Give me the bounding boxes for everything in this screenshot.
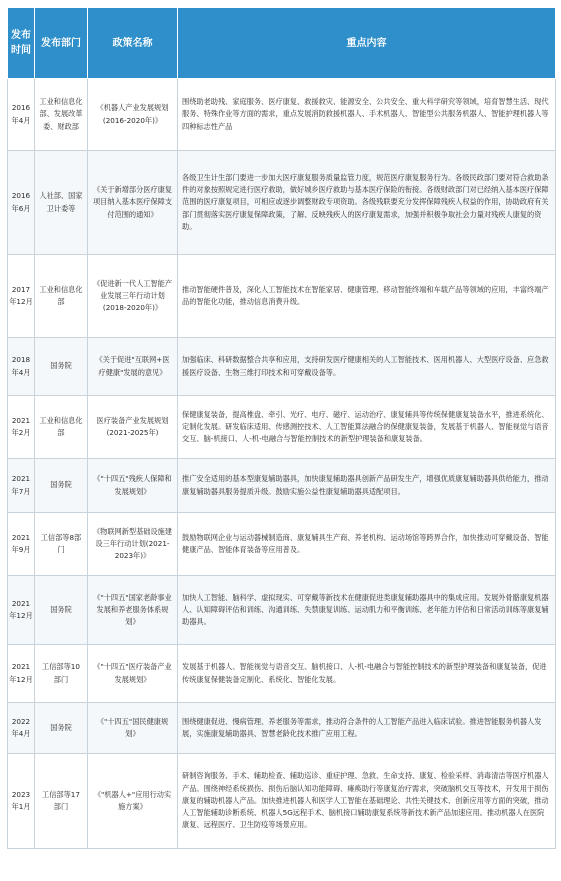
cell-content: 各级卫生计生部门要进一步加大医疗康复服务质量监管力度，规范医疗康复服务行为。各级民政部门要对符合救助条件的对象按照规定进行医疗救助，做好城乡医疗救助与基本医疗保险的衔接。各级财政部门对已经纳入基本医疗保障范围的医疗康复项目，可相应或逐步调整财政专项资助。各级残联要充分发挥保障残疾人权益的作用，协助政府有关部门贯彻落实医疗康复保障政策，了解、反映残疾人的医疗康复需求，加强并积极争取社会力量对残疾人康复的资助。 <box>178 151 556 255</box>
cell-content: 保健康复装备，提高椎盘、牵引、光疗、电疗、磁疗、运动治疗、康复辅具等传统保健康复装备水平，推进系统化、定制化发展。研发临床适用、传感测控技术、人工智能算法融合的保健康复装备，发展基于机器人、智能视觉与语音交互、脑-机接口、人-机-电融合与智能控制技术的新型护理装备和康复装备。 <box>178 396 556 459</box>
table-row <box>8 338 556 396</box>
table-row <box>8 754 556 849</box>
cell-dept: 国务院 <box>35 459 88 513</box>
cell-name: 《物联网新型基础设施建设三年行动计划(2021-2023年)》 <box>88 513 178 576</box>
table-row <box>8 396 556 459</box>
cell-date: 2016年6月 <box>8 151 35 255</box>
cell-content: 围绕健康促进、慢病管理、养老服务等需求，推动符合条件的人工智能产品进入临床试验。推进智能服务机器人发展，实施康复辅助器具、智慧老龄化技术推广应用工程。 <box>178 703 556 754</box>
cell-content: 发展基于机器人、智能视觉与语音交互、脑机接口、人-机-电融合与智能控制技术的新型护理装备和康复装备，促进传统康复保健装备定制化、系统化、智能化发展。 <box>178 645 556 703</box>
cell-date: 2017年12月 <box>8 255 35 338</box>
table-row <box>8 703 556 754</box>
cell-dept: 工业和信息化部 <box>35 255 88 338</box>
cell-name: 《"十四五"残疾人保障和发展规划》 <box>88 459 178 513</box>
cell-name: 《"十四五"医疗装备产业发展规划》 <box>88 645 178 703</box>
header-date <box>8 8 35 79</box>
cell-date: 2021年12月 <box>8 576 35 645</box>
cell-date: 2021年7月 <box>8 459 35 513</box>
cell-dept: 国务院 <box>35 338 88 396</box>
cell-dept: 人社部、国家卫计委等 <box>35 151 88 255</box>
cell-name: 《关于促进"互联网+医疗健康"发展的意见》 <box>88 338 178 396</box>
cell-date: 2021年12月 <box>8 645 35 703</box>
cell-dept: 工信部等17部门 <box>35 754 88 849</box>
cell-date: 2022年4月 <box>8 703 35 754</box>
cell-name: 《关于新增部分医疗康复项目纳入基本医疗保障支付范围的通知》 <box>88 151 178 255</box>
cell-name: 《机器人产业发展规划(2016-2020年)》 <box>88 79 178 151</box>
cell-dept: 工信部等10部门 <box>35 645 88 703</box>
table-row <box>8 79 556 151</box>
cell-dept: 工业和信息化部、发展改革委、财政部 <box>35 79 88 151</box>
cell-content: 推广安全适用的基本型康复辅助器具，加快康复辅助器具创新产品研发生产，增强优质康复辅助器具供给能力，推动康复辅助器具服务提质升级。鼓励实施公益性康复辅助器具适配项目。 <box>178 459 556 513</box>
table-row <box>8 255 556 338</box>
policy-table <box>7 7 556 849</box>
table-header-row <box>8 8 556 79</box>
table-row <box>8 513 556 576</box>
cell-dept: 工业和信息化部 <box>35 396 88 459</box>
cell-content: 加快人工智能、脑科学、虚拟现实、可穿戴等新技术在健康促进类康复辅助器具中的集成应用。发展外骨骼康复机器人、认知障碍评估和训练、沟通训练、失禁康复训练、运动肌力和平衡训练、老年能力评估和日常活动训练等康复辅助器具。 <box>178 576 556 645</box>
cell-content: 加强临床、科研数据整合共享和应用，支持研发医疗健康相关的人工智能技术、医用机器人、大型医疗设备、应急救援医疗设备、生物三维打印技术和可穿戴设备等。 <box>178 338 556 396</box>
cell-name: 《"十四五"国家老龄事业发展和养老服务体系规划》 <box>88 576 178 645</box>
cell-dept: 国务院 <box>35 703 88 754</box>
cell-name: 《"机器人+"应用行动实施方案》 <box>88 754 178 849</box>
table-row <box>8 645 556 703</box>
cell-content: 围绕助老助残、家庭服务、医疗康复、救援救灾、能源安全、公共安全、重大科学研究等领域，培育智慧生活、现代服务、特殊作业等方面的需求，重点发展消防救援机器人、手术机器人、智能型公共服务机器人、智能护理机器人等四种标志性产品 <box>178 79 556 151</box>
cell-content: 鼓励物联网企业与运动器械制造商、康复辅具生产商、养老机构、运动场馆等跨界合作，加快推动可穿戴设备、智能健康产品、智能体育装备等应用普及。 <box>178 513 556 576</box>
header-name: 政策名称 <box>88 8 178 79</box>
cell-dept: 工信部等8部门 <box>35 513 88 576</box>
cell-date: 2021年9月 <box>8 513 35 576</box>
table-row <box>8 576 556 645</box>
table-row <box>8 459 556 513</box>
cell-date: 2023年1月 <box>8 754 35 849</box>
cell-content: 研制咨询服务、手术、辅助检查、辅助巡诊、重症护理、急救、生命支持、康复、检验采样、消毒清洁等医疗机器人产品。围绕神经系统损伤、损伤后脑认知功能障碍、瘫痪助行等康复治疗需求，突破脑机交互等技术，开发用于损伤康复的辅助机器人产品。加快推进机器人和医学人工智能在基础理论、共性关键技术、创新应用等方面的突破，推动人工智能辅助诊断系统、机器人5G远程手术、脑机接口辅助康复系统等新技术新产品加速应用。推动机器人在医院康复、远程医疗、卫生防疫等场景应用。 <box>178 754 556 849</box>
cell-date: 2021年2月 <box>8 396 35 459</box>
cell-name: 医疗装备产业发展规划(2021-2025年) <box>88 396 178 459</box>
table-row <box>8 151 556 255</box>
cell-date: 2018年4月 <box>8 338 35 396</box>
cell-dept: 国务院 <box>35 576 88 645</box>
cell-name: 《促进新一代人工智能产业发展三年行动计划(2018-2020年)》 <box>88 255 178 338</box>
header-date-label: 发布 时间 <box>11 30 31 56</box>
cell-content: 推动智能硬件普及，深化人工智能技术在智能家居、健康管理、移动智能终端和车载产品等领域的应用，丰富终端产品的智能化功能，推动信息消费升级。 <box>178 255 556 338</box>
cell-name: 《"十四五"国民健康规划》 <box>88 703 178 754</box>
header-content: 重点内容 <box>178 8 556 79</box>
header-dept: 发布部门 <box>35 8 88 79</box>
cell-date: 2016年4月 <box>8 79 35 151</box>
